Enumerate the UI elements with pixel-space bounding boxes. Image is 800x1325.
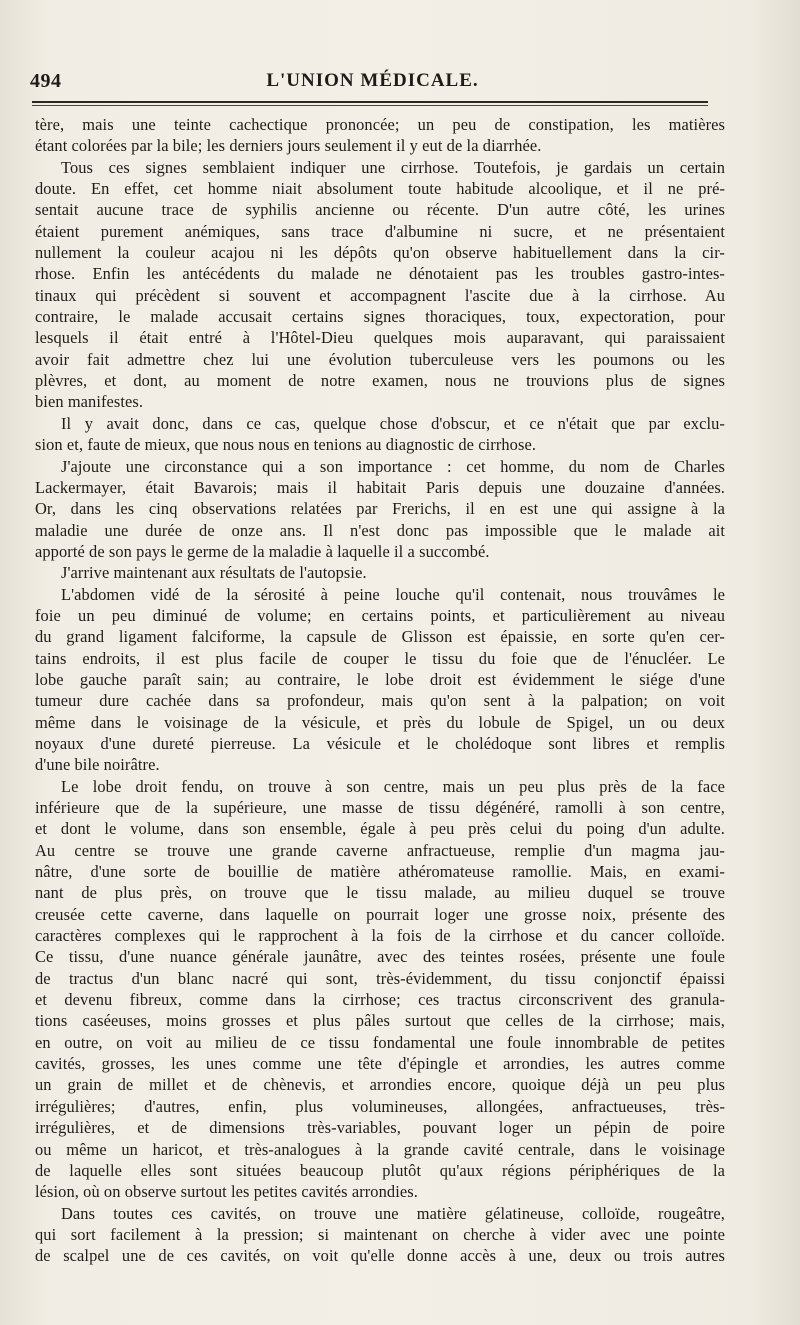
text-line: bien manifestes. [35, 392, 144, 412]
text-line: irrégulières; d'autres, enfin, plus volumineuses, allongées, anfractueuses, très- [35, 1096, 725, 1116]
page-number: 494 [30, 70, 62, 92]
text-line: étant colorées par la bile; les derniers jours seulement il y eut de la diarrhée. [35, 136, 542, 156]
text-line: L'abdomen vidé de la sérosité à peine louche qu'il contenait, nous trouvâmes le [61, 584, 725, 604]
text-line: plèvres, et dont, au moment de notre examen, nous ne trouvions plus de signes [35, 371, 725, 391]
text-line: en outre, on voit au milieu de ce tissu fondamental une foule innombrable de petites [35, 1032, 725, 1052]
text-line: tains endroits, il est plus facile de couper le tissu du foie que de l'énucléer. Le [35, 648, 725, 668]
text-line: caractères complexes qui le rapprochent à la fois de la cirrhose et du cancer colloïde. [35, 926, 725, 946]
text-line: cavités, grosses, les unes comme une tête d'épingle et arrondies, les autres comme [35, 1054, 725, 1074]
header-rule-thin [32, 105, 708, 106]
text-line: un grain de millet et de chènevis, et arrondies encore, quoique déjà un peu plus [35, 1075, 725, 1095]
text-line: Ce tissu, d'une nuance générale jaunâtre, avec des teintes rosées, présente une foule [35, 947, 725, 967]
text-line: Tous ces signes semblaient indiquer une cirrhose. Toutefois, je gardais un certain [61, 157, 725, 177]
text-line: qui sort facilement à la pression; si maintenant on cherche à vider avec une pointe [35, 1224, 725, 1244]
text-line: nant de plus près, on trouve que le tissu malade, au milieu duquel se trouve [35, 883, 725, 903]
text-line: nullement la couleur acajou ni les dépôts qu'on observe habituellement dans la cir- [35, 243, 725, 263]
text-line: tère, mais une teinte cachectique prononcée; un peu de constipation, les matières [35, 115, 725, 134]
text-line: de tractus d'un blanc nacré qui sont, très-évidemment, du tissu conjonctif épaissi [35, 968, 725, 988]
text-line: tumeur dure cachée dans sa profondeur, mais qu'on sent à la palpation; on voit [35, 691, 725, 711]
text-line: J'ajoute une circonstance qui a son importance : cet homme, du nom de Charles [61, 456, 725, 476]
text-line: Au centre se trouve une grande caverne anfractueuse, remplie d'un magma jau- [35, 840, 725, 860]
text-line: Dans toutes ces cavités, on trouve une matière gélatineuse, colloïde, rougeâtre, [61, 1203, 725, 1223]
text-line: J'arrive maintenant aux résultats de l'autopsie. [61, 563, 367, 583]
text-line: lobe gauche paraît sain; au contraire, le lobe droit est évidemment le siége d'une [35, 669, 725, 689]
text-line: maladie une durée de onze ans. Il n'est donc pas impossible que le malade ait [35, 520, 725, 540]
text-line: tinaux qui précèdent si souvent et accompagnent l'ascite due à la cirrhose. Au [35, 285, 725, 305]
text-line: irrégulières, et de dimensions très-variables, pouvant loger un pépin de poire [35, 1118, 725, 1138]
text-line: de scalpel une de ces cavités, on voit qu'elle donne accès à une, deux ou trois autres [35, 1246, 725, 1266]
text-line: tions caséeuses, moins grosses et plus pâles surtout que celles de la cirrhose; mais, [35, 1011, 725, 1031]
page-header [30, 70, 715, 98]
text-line: sentait aucune trace de syphilis ancienne ou récente. D'un autre côté, les urines [35, 200, 725, 220]
text-line: du grand ligament falciforme, la capsule de Glisson est épaissie, en sorte qu'en cer- [35, 627, 725, 647]
header-rule [32, 101, 708, 103]
text-line: avoir fait admettre chez lui une évolution tuberculeuse vers les poumons ou les [35, 349, 725, 369]
text-line: ou même un haricot, et très-analogues à la grande cavité centrale, dans le voisinage [35, 1139, 725, 1159]
text-line: lésion, où on observe surtout les petites cavités arrondies. [35, 1182, 418, 1202]
text-line: rhose. Enfin les antécédents du malade ne dénotaient pas les troubles gastro-intes- [35, 264, 725, 284]
text-line: doute. En effet, cet homme niait absolument toute habitude alcoolique, et il ne pré- [35, 179, 725, 199]
text-line: Le lobe droit fendu, on trouve à son centre, mais un peu plus près de la face [61, 776, 725, 796]
text-line: d'une bile noirâtre. [35, 755, 160, 775]
text-line: étaient purement anémiques, sans trace d'albumine ni sucre, et ne présentaient [35, 221, 725, 241]
text-line: nâtre, d'une sorte de bouillie de matière athéromateuse ramollie. Mais, en exami- [35, 862, 725, 882]
text-line: contraire, le malade accusait certains signes thoraciques, toux, expectoration, pour [35, 307, 725, 327]
text-line: même dans le voisinage de la vésicule, et près du lobule de Spigel, un ou deux [35, 712, 725, 732]
text-line: inférieure que de la supérieure, une masse de tissu dégénéré, ramolli à son centre, [35, 798, 725, 817]
text-line: lesquels il était entré à l'Hôtel-Dieu quelques mois auparavant, qui paraissaient [35, 328, 725, 348]
text-line: foie un peu diminué de volume; en certains points, et particulièrement au niveau [35, 605, 725, 625]
text-line: sion et, faute de mieux, que nous nous en tenions au diagnostic de cirrhose. [35, 435, 537, 455]
text-line: Lackermayer, était Bavarois; mais il habitait Paris depuis une douzaine d'années. [35, 477, 725, 497]
text-line: noyaux d'une dureté pierreuse. La vésicule et le cholédoque sont libres et remplis [35, 733, 725, 753]
body-text [35, 114, 725, 1267]
text-line: apporté de son pays le germe de la maladie à laquelle il a succombé. [35, 541, 490, 561]
text-line: de laquelle elles sont situées beaucoup plutôt qu'aux régions périphériques de la [35, 1160, 725, 1180]
text-line: creusée cette caverne, dans laquelle on pourrait loger une grosse noix, présente des [35, 904, 725, 924]
running-title: L'UNION MÉDICALE. [266, 70, 479, 91]
text-line: et dont le volume, dans son ensemble, égale à peu près celui du poing d'un adulte. [35, 819, 725, 839]
text-line: Il y avait donc, dans ce cas, quelque chose d'obscur, et ce n'était que par exclu- [61, 413, 725, 433]
text-line: Or, dans les cinq observations relatées par Frerichs, il en est une qui assigne à la [35, 499, 725, 519]
text-line: et devenu fibreux, comme dans la cirrhose; ces tractus circonscrivent des granula- [35, 990, 725, 1010]
